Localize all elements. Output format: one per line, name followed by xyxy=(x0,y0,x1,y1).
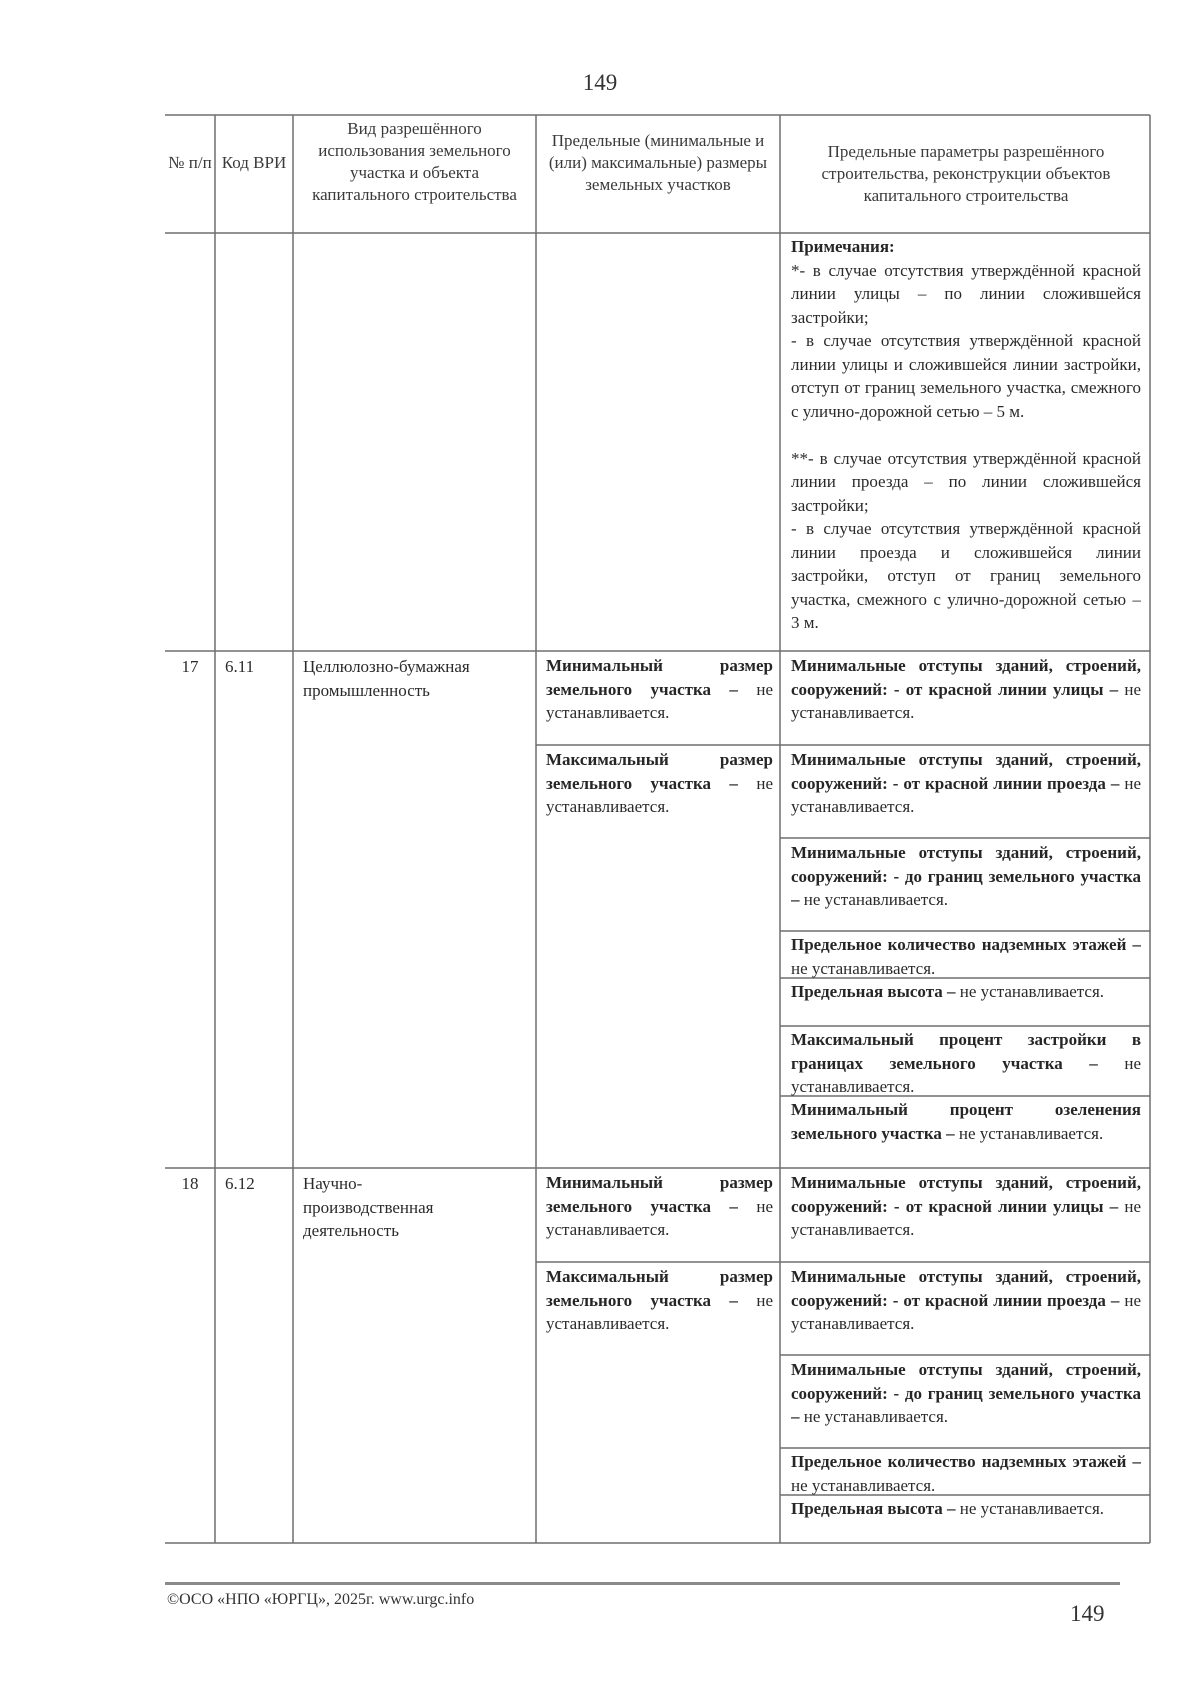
row-17-param-7: Минимальный процент озеленения земельного участка – не устанавливается. xyxy=(791,1100,1141,1143)
row-17-param-2: Минимальные отступы зданий, строений, сооружений: - от красной линии проезда – не устанавливается. xyxy=(791,750,1141,816)
row-18-param-2: Минимальные отступы зданий, строений, сооружений: - от красной линии проезда – не устанавливается. xyxy=(791,1267,1141,1333)
row-18-param-5: Предельная высота – не устанавливается. xyxy=(791,1499,1105,1518)
header-sizes: Предельные (минимальные и (или) максимальные) размеры земельных участков xyxy=(548,131,768,194)
row-18-param-3: Минимальные отступы зданий, строений, сооружений: - до границ земельного участка – не устанавливается. xyxy=(791,1360,1141,1426)
row-17-param-3: Минимальные отступы зданий, строений, сооружений: - до границ земельного участка – не устанавливается. xyxy=(791,843,1141,909)
row-17-param-5: Предельная высота – не устанавливается. xyxy=(791,982,1105,1001)
row-17-param-6: Максимальный процент застройки в границах земельного участка – не устанавливается. xyxy=(791,1030,1141,1096)
row-18-code: 6.12 xyxy=(225,1174,255,1193)
header-code: Код ВРИ xyxy=(221,153,287,172)
row-18-kind: Научно-производственная деятельность xyxy=(303,1174,434,1240)
notes-title: Примечания: xyxy=(791,237,895,256)
footer-copyright: ©ОСО «НПО «ЮРГЦ», 2025г. www.urgc.info xyxy=(167,1591,475,1608)
page-number-top: 149 xyxy=(582,70,618,95)
row-17-min-size: Минимальный размер земельного участка – не устанавливается. xyxy=(546,656,773,722)
row-17-param-4: Предельное количество надземных этажей – не устанавливается. xyxy=(791,935,1141,978)
row-18-param-1: Минимальные отступы зданий, строений, сооружений: - от красной линии улицы – не устанавливается. xyxy=(791,1173,1141,1239)
note-line: **- в случае отсутствия утверждённой красной линии проезда – по линии сложившейся застройки; xyxy=(791,448,1141,515)
row-17-code: 6.11 xyxy=(225,657,255,676)
notes-cell xyxy=(791,235,1141,635)
header-num: № п/п xyxy=(168,153,212,172)
row-18-min-size: Минимальный размер земельного участка – не устанавливается. xyxy=(546,1173,773,1239)
row-18-num: 18 xyxy=(181,1174,199,1193)
row-17-num: 17 xyxy=(181,657,199,676)
footer-divider xyxy=(165,1582,1120,1585)
row-18-max-size: Максимальный размер земельного участка – не устанавливается. xyxy=(546,1267,773,1333)
row-17-param-1: Минимальные отступы зданий, строений, сооружений: - от красной линии улицы – не устанавливается. xyxy=(791,656,1141,722)
row-18-param-4: Предельное количество надземных этажей – не устанавливается. xyxy=(791,1452,1141,1495)
row-17-max-size: Максимальный размер земельного участка – не устанавливается. xyxy=(546,750,773,816)
row-17-kind: Целлюлозно-бумажная промышленность xyxy=(303,657,470,700)
note-line: - в случае отсутствия утверждённой красной линии проезда и сложившейся линии застройки, отступ от границ земельного участка, смежного с улично-дорожной сетью – 3 м. xyxy=(791,519,1141,632)
note-line: *- в случае отсутствия утверждённой красной линии улицы – по линии сложившейся застройки; xyxy=(791,260,1141,327)
header-params: Предельные параметры разрешённого строительства, реконструкции объектов капитального строительства xyxy=(821,142,1111,205)
note-line: - в случае отсутствия утверждённой красной линии улицы и сложившейся линии застройки, отступ от границ земельного участка, смежного с улично-дорожной сетью – 5 м. xyxy=(791,331,1141,421)
header-kind: Вид разрешённого использования земельного участка и объекта капитального строительства xyxy=(312,119,517,204)
page-number-bottom: 149 xyxy=(1070,1601,1105,1626)
